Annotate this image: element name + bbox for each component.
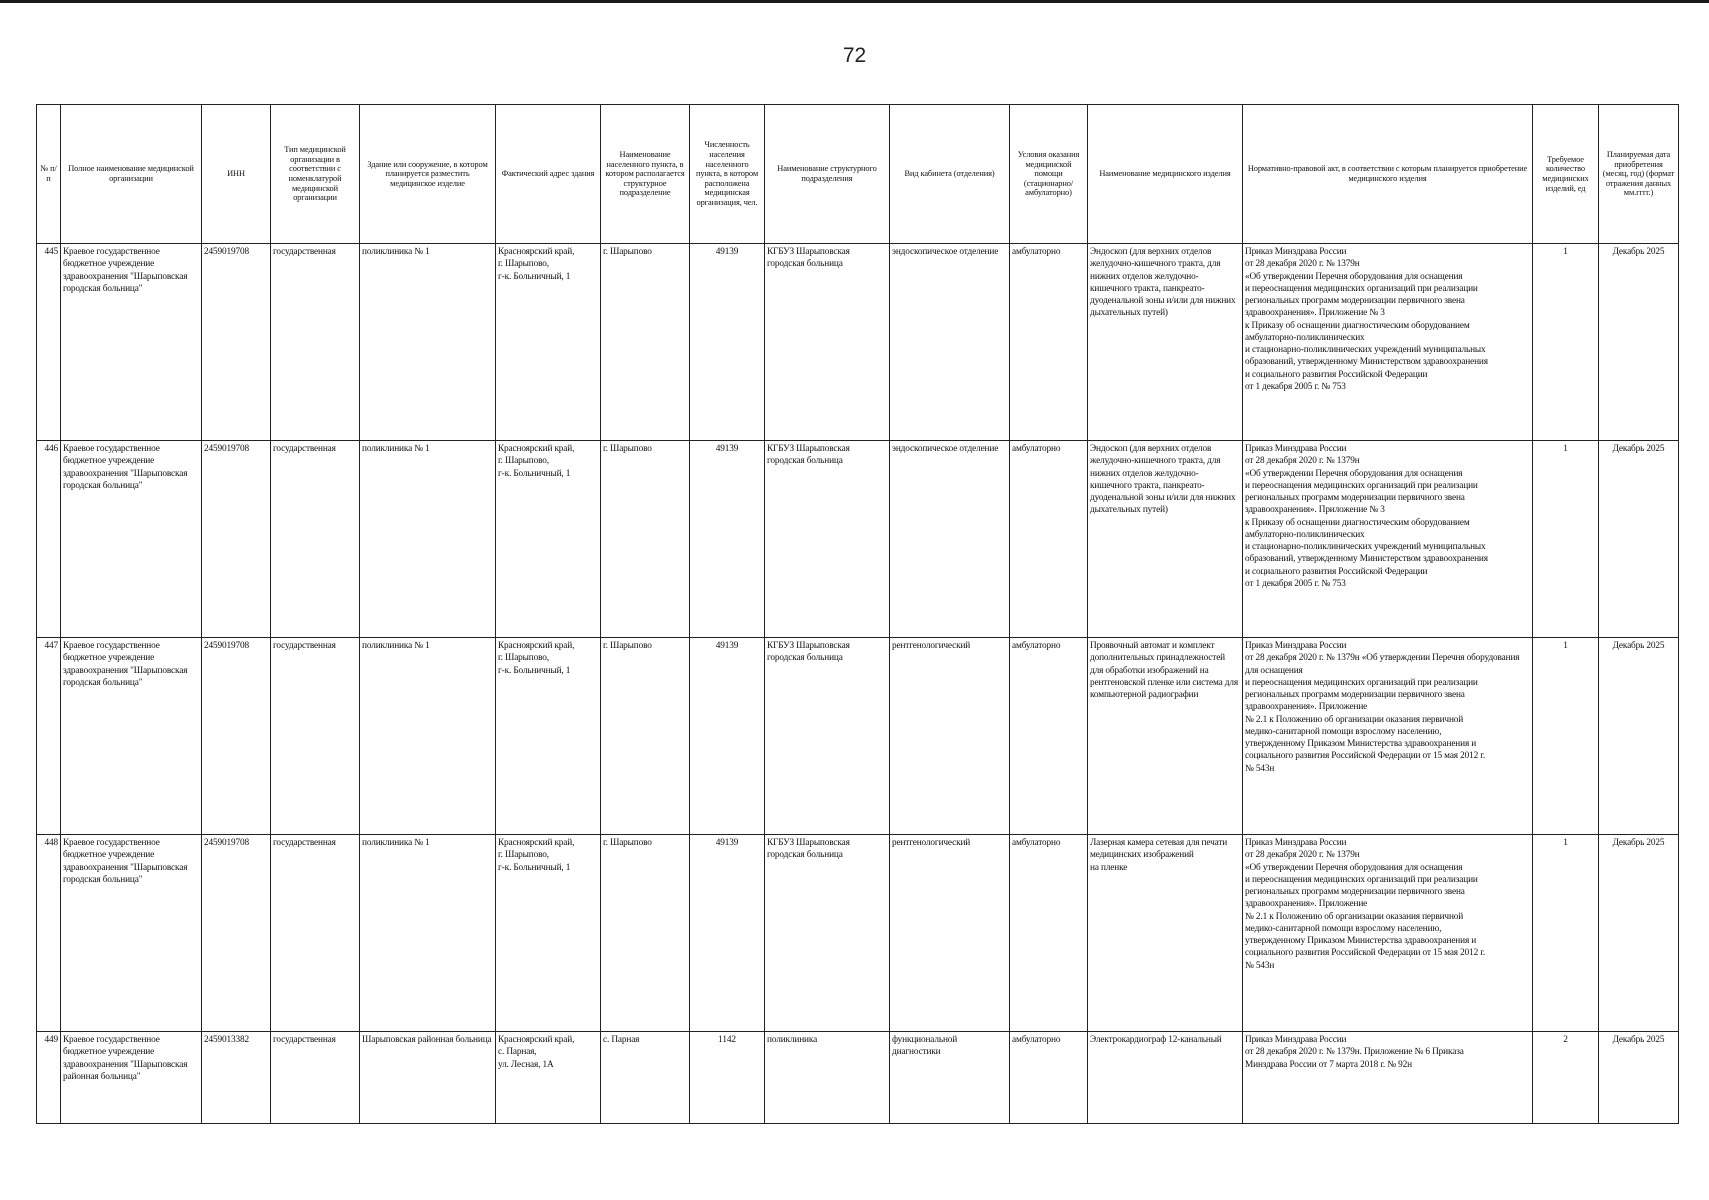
header-cell-legal-act: Нормативно-правовой акт, в соответствии с которым планируется приобретение медицинского изделия <box>1243 105 1533 244</box>
header-cell-address: Фактический адрес здания <box>496 105 601 244</box>
cell-number: 445 <box>37 244 61 441</box>
header-cell-cabinet: Вид кабинета (отделения) <box>890 105 1010 244</box>
cell-quantity: 1 <box>1533 638 1599 835</box>
cell-org-name: Краевое государственное бюджетное учреждение здравоохранения "Шарыповская городская больница" <box>61 638 202 835</box>
cell-number: 449 <box>37 1032 61 1124</box>
cell-date: Декабрь 2025 <box>1599 441 1679 638</box>
cell-address: Красноярский край, г. Шарыпово, г-к. Больничный, 1 <box>496 835 601 1032</box>
header-cell-org-name: Полное наименование медицинской организации <box>61 105 202 244</box>
cell-population: 49139 <box>690 441 765 638</box>
header-cell-inn: ИНН <box>202 105 271 244</box>
cell-org-name: Краевое государственное бюджетное учреждение здравоохранения "Шарыповская городская больница" <box>61 835 202 1032</box>
cell-division: поликлиника <box>765 1032 890 1124</box>
header-cell-conditions: Условия оказания медицинской помощи (стационарно/ амбулаторно) <box>1010 105 1088 244</box>
cell-building: поликлиника № 1 <box>360 441 496 638</box>
cell-org-type: государственная <box>271 244 360 441</box>
header-cell-locality: Наименование населенного пункта, в котором располагается структурное подразделение <box>601 105 690 244</box>
cell-quantity: 1 <box>1533 244 1599 441</box>
cell-org-name: Краевое государственное бюджетное учреждение здравоохранения "Шарыповская районная больница" <box>61 1032 202 1124</box>
cell-division: КГБУЗ Шарыповская городская больница <box>765 441 890 638</box>
header-cell-population: Численность населения населенного пункта, в котором расположена медицинская организация, чел. <box>690 105 765 244</box>
cell-device: Электрокардиограф 12-канальный <box>1088 1032 1243 1124</box>
cell-device: Эндоскоп (для верхних отделов желудочно-кишечного тракта, для нижних отделов желудочно-кишечного тракта, панкреато-дуоденальной зоны и/или для нижних дыхательных путей) <box>1088 441 1243 638</box>
cell-conditions: амбулаторно <box>1010 1032 1088 1124</box>
cell-conditions: амбулаторно <box>1010 441 1088 638</box>
cell-conditions: амбулаторно <box>1010 638 1088 835</box>
table-row <box>37 244 1679 441</box>
cell-address: Красноярский край, г. Шарыпово, г-к. Больничный, 1 <box>496 244 601 441</box>
cell-building: поликлиника № 1 <box>360 835 496 1032</box>
cell-locality: г. Шарыпово <box>601 835 690 1032</box>
cell-locality: г. Шарыпово <box>601 244 690 441</box>
cell-date: Декабрь 2025 <box>1599 638 1679 835</box>
table-row <box>37 441 1679 638</box>
cell-conditions: амбулаторно <box>1010 835 1088 1032</box>
cell-org-type: государственная <box>271 638 360 835</box>
cell-division: КГБУЗ Шарыповская городская больница <box>765 244 890 441</box>
cell-conditions: амбулаторно <box>1010 244 1088 441</box>
cell-address: Красноярский край, г. Шарыпово, г-к. Больничный, 1 <box>496 441 601 638</box>
cell-locality: с. Парная <box>601 1032 690 1124</box>
page-top-border <box>0 0 1709 3</box>
header-cell-quantity: Требуемое количество медицинских изделий, ед <box>1533 105 1599 244</box>
cell-cabinet: рентгенологический <box>890 835 1010 1032</box>
cell-cabinet: рентгенологический <box>890 638 1010 835</box>
cell-building: Шарыповская районная больница <box>360 1032 496 1124</box>
cell-number: 447 <box>37 638 61 835</box>
cell-division: КГБУЗ Шарыповская городская больница <box>765 638 890 835</box>
cell-building: поликлиника № 1 <box>360 638 496 835</box>
cell-address: Красноярский край, г. Шарыпово, г-к. Больничный, 1 <box>496 638 601 835</box>
cell-locality: г. Шарыпово <box>601 441 690 638</box>
cell-address: Красноярский край, с. Парная, ул. Лесная, 1А <box>496 1032 601 1124</box>
equipment-table <box>36 104 1679 1124</box>
cell-division: КГБУЗ Шарыповская городская больница <box>765 835 890 1032</box>
cell-population: 49139 <box>690 835 765 1032</box>
cell-population: 49139 <box>690 638 765 835</box>
table-row <box>37 1032 1679 1124</box>
cell-number: 446 <box>37 441 61 638</box>
cell-org-type: государственная <box>271 1032 360 1124</box>
cell-inn: 2459019708 <box>202 835 271 1032</box>
cell-device: Эндоскоп (для верхних отделов желудочно-кишечного тракта, для нижних отделов желудочно-кишечного тракта, панкреато-дуоденальной зоны и/или для нижних дыхательных путей) <box>1088 244 1243 441</box>
header-cell-org-type: Тип медицинской организации в соответствии с номенклатурой медицинской организации <box>271 105 360 244</box>
cell-legal-act: Приказ Минздрава России от 28 декабря 2020 г. № 1379н «Об утверждении Перечня оборудования для оснащения и переоснащения медицинских организаций при реализации региональных программ модернизации первичного звена здравоохранения». Приложение № 2.1 к Положению об организации оказания первичной медико-санитарной помощи взрослому населению, утвержденному Приказом Министерства здравоохранения и социального развития Российской Федерации от 15 мая 2012 г. № 543н <box>1243 835 1533 1032</box>
cell-date: Декабрь 2025 <box>1599 835 1679 1032</box>
table-row <box>37 835 1679 1032</box>
cell-cabinet: эндоскопическое отделение <box>890 244 1010 441</box>
cell-population: 49139 <box>690 244 765 441</box>
cell-legal-act: Приказ Минздрава России от 28 декабря 2020 г. № 1379н «Об утверждении Перечня оборудования для оснащения и переоснащения медицинских организаций при реализации региональных программ модернизации первичного звена здравоохранения». Приложение № 2.1 к Положению об организации оказания первичной медико-санитарной помощи взрослому населению, утвержденному Приказом Министерства здравоохранения и социального развития Российской Федерации от 15 мая 2012 г. № 543н <box>1243 638 1533 835</box>
header-cell-device: Наименование медицинского изделия <box>1088 105 1243 244</box>
cell-inn: 2459019708 <box>202 638 271 835</box>
table-header-row <box>37 105 1679 244</box>
cell-date: Декабрь 2025 <box>1599 1032 1679 1124</box>
cell-org-type: государственная <box>271 441 360 638</box>
cell-org-name: Краевое государственное бюджетное учреждение здравоохранения "Шарыповская городская больница" <box>61 441 202 638</box>
cell-inn: 2459019708 <box>202 441 271 638</box>
header-cell-number: № п/п <box>37 105 61 244</box>
cell-quantity: 1 <box>1533 441 1599 638</box>
cell-legal-act: Приказ Минздрава России от 28 декабря 2020 г. № 1379н «Об утверждении Перечня оборудования для оснащения и переоснащения медицинских организаций при реализации региональных программ модернизации первичного звена здравоохранения». Приложение № 3 к Приказу об оснащении диагностическим оборудованием амбулаторно-поликлинических и стационарно-поликлинических учреждений муниципальных образований, утвержденному Министерством здравоохранения и социального развития Российской Федерации от 1 декабря 2005 г. № 753 <box>1243 441 1533 638</box>
cell-org-name: Краевое государственное бюджетное учреждение здравоохранения "Шарыповская городская больница" <box>61 244 202 441</box>
cell-inn: 2459019708 <box>202 244 271 441</box>
page-number: 72 <box>842 44 867 67</box>
header-cell-division: Наименование структурного подразделения <box>765 105 890 244</box>
cell-population: 1142 <box>690 1032 765 1124</box>
cell-locality: г. Шарыпово <box>601 638 690 835</box>
cell-building: поликлиника № 1 <box>360 244 496 441</box>
cell-legal-act: Приказ Минздрава России от 28 декабря 2020 г. № 1379н «Об утверждении Перечня оборудования для оснащения и переоснащения медицинских организаций при реализации региональных программ модернизации первичного звена здравоохранения». Приложение № 3 к Приказу об оснащении диагностическим оборудованием амбулаторно-поликлинических и стационарно-поликлинических учреждений муниципальных образований, утвержденному Министерством здравоохранения и социального развития Российской Федерации от 1 декабря 2005 г. № 753 <box>1243 244 1533 441</box>
cell-org-type: государственная <box>271 835 360 1032</box>
cell-quantity: 2 <box>1533 1032 1599 1124</box>
cell-device: Лазерная камера сетевая для печати медицинских изображений на пленке <box>1088 835 1243 1032</box>
cell-legal-act: Приказ Минздрава России от 28 декабря 2020 г. № 1379н. Приложение № 6 Приказа Минздрава России от 7 марта 2018 г. № 92н <box>1243 1032 1533 1124</box>
cell-device: Проявочный автомат и комплект дополнительных принадлежностей для обработки изображений на рентгеновской пленке или система для компьютерной радиографии <box>1088 638 1243 835</box>
cell-inn: 2459013382 <box>202 1032 271 1124</box>
cell-quantity: 1 <box>1533 835 1599 1032</box>
table-row <box>37 638 1679 835</box>
header-cell-building: Здание или сооружение, в котором планируется разместить медицинское изделие <box>360 105 496 244</box>
cell-date: Декабрь 2025 <box>1599 244 1679 441</box>
cell-cabinet: эндоскопическое отделение <box>890 441 1010 638</box>
cell-cabinet: функциональной диагностики <box>890 1032 1010 1124</box>
header-cell-date: Планируемая дата приобретения (месяц, год) (формат отражения данных мм.гггг.) <box>1599 105 1679 244</box>
cell-number: 448 <box>37 835 61 1032</box>
